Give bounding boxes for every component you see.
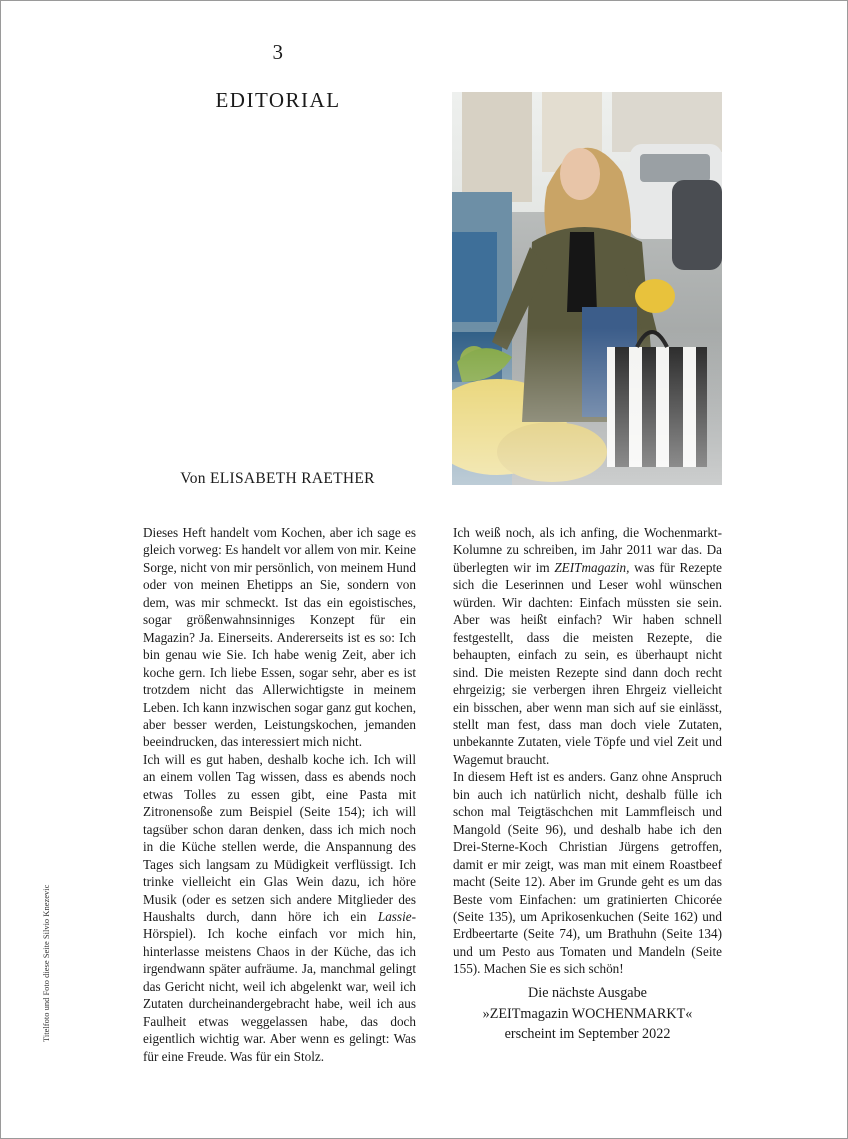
next-issue-line: erscheint im September 2022	[504, 1026, 671, 1042]
article-paragraph: Dieses Heft handelt vom Kochen, aber ich sage es gleich vorweg: Es handelt vor allem von mir. Keine Sorge, nicht von mir persönlich, von meinem Hund oder von meinen Ehetipps an Sie, sondern von dem, was mir schmeckt. Ist das ein egoistisches, sogar größenwahnsinniges Konzept für ein Magazin? Ja. Einerseits. Andererseits ist es so: Ich bin genau wie Sie. Ich habe wenig Zeit, aber ich koche gern. Ich liebe Essen, sogar sehr, aber es ist trotzdem nicht das Allerwichtigste in meinem Leben. Ich kann inzwischen sogar ganz gut kochen, aber besser werden, Leistungskochen, jemanden beeindrucken, das interessiert mich nicht.	[143, 525, 416, 750]
article-italic-text: Lassie	[377, 908, 412, 924]
byline: Von ELISABETH RAETHER	[180, 470, 375, 487]
next-issue-line: »ZEITmagazin WOCHENMARKT«	[482, 1005, 693, 1022]
article-paragraph	[453, 524, 722, 768]
section-title: EDITORIAL	[215, 88, 341, 112]
article-text: Ich will es gut haben, deshalb koche ich. Ich will an einem vollen Tag wissen, dass es abends noch etwas Tolles zu essen gibt, eine Pasta mit Zitronensoße zum Beispiel (Seite 154); ich will tagsüber schon daran denken, dass ich mich noch in die Küche stellen werde, die Anspannung des Tages sich langsam zu Müdigkeit verflüssigt. Ich trinke vielleicht ein Glas Wein dazu, ich höre Musik (oder es setzen sich andere Mitglieder des Haushalts durch, dann höre ich ein	[143, 751, 416, 924]
article-paragraph: In diesem Heft ist es anders. Ganz ohne Anspruch bin auch ich natürlich nicht, deshalb fülle ich schon mal Teigtäschchen mit Lammfleisch und Mangold (Seite 96), und deshalb habe ich den Drei-Sterne-Koch Christian Jürgens getroffen, damit er mir zeigt, was man mit einem Roastbeef macht (Seite 12). Aber im Grunde geht es um das Beste vom Einfachen: um gratinierten Chicorée (Seite 135), um Aprikosenkuchen (Seite 162) und Erdbeertarte (Seite 74), um Brathuhn (Seite 134) und um Pesto aus Tomaten und Mandeln (Seite 155). Machen Sie es sich schön!	[453, 769, 722, 977]
article-column-left	[143, 524, 416, 1065]
article-italic-text: ZEITmagazin,	[554, 559, 630, 575]
article-text: was für Rezepte sich die Leserinnen und Leser wohl wünschen würden. Wir dachten: Einfach müssten sie sein. Aber was heißt einfach? Wir haben schnell festgestellt, dass die meisten Rezepte, die behaupten, einfach zu sein, es überhaupt nicht sind. Die meisten Rezepte sind dann doch recht ehrgeizig; sie verbergen ihren Ehrgeiz vielleicht ein bisschen, aber wenn man sich auf sie einlässt, stellt man fest, dass man doch viele Zutaten, unbekannte Zutaten, viele Töpfe und viel Zeit und Wagemut braucht.	[453, 559, 722, 767]
page-number: 3	[272, 40, 284, 64]
photo-woman-at-market-icon	[452, 92, 722, 485]
article-text: Ich weiß noch, als ich anfing, die Wochenmarkt-Kolumne zu schreiben, im Jahr 2011 war das. Da überlegten wir im	[453, 525, 722, 575]
next-issue-note	[453, 983, 722, 1045]
article-column-right	[453, 524, 722, 978]
article-paragraph	[143, 751, 416, 1065]
photo-credit: Titelfoto und Foto diese Seite Silvio Knezevic	[41, 884, 51, 1042]
next-issue-line: Die nächste Ausgabe	[528, 985, 647, 1001]
article-text: -Hörspiel). Ich koche einfach vor mich hin, hinterlasse meistens Chaos in der Küche, das ich irgendwann später aufräume. Ja, manchmal gelingt das Gericht nicht, weil ich abgelenkt war, weil ich Zutaten durcheinandergebracht habe, weil ich aus Faulheit etwas weggelassen habe, das doch eigentlich wichtig war. Aber wenn es gelingt: Was für eine Freude. Was für ein Stolz.	[143, 908, 416, 1064]
editorial-photo	[452, 92, 722, 485]
